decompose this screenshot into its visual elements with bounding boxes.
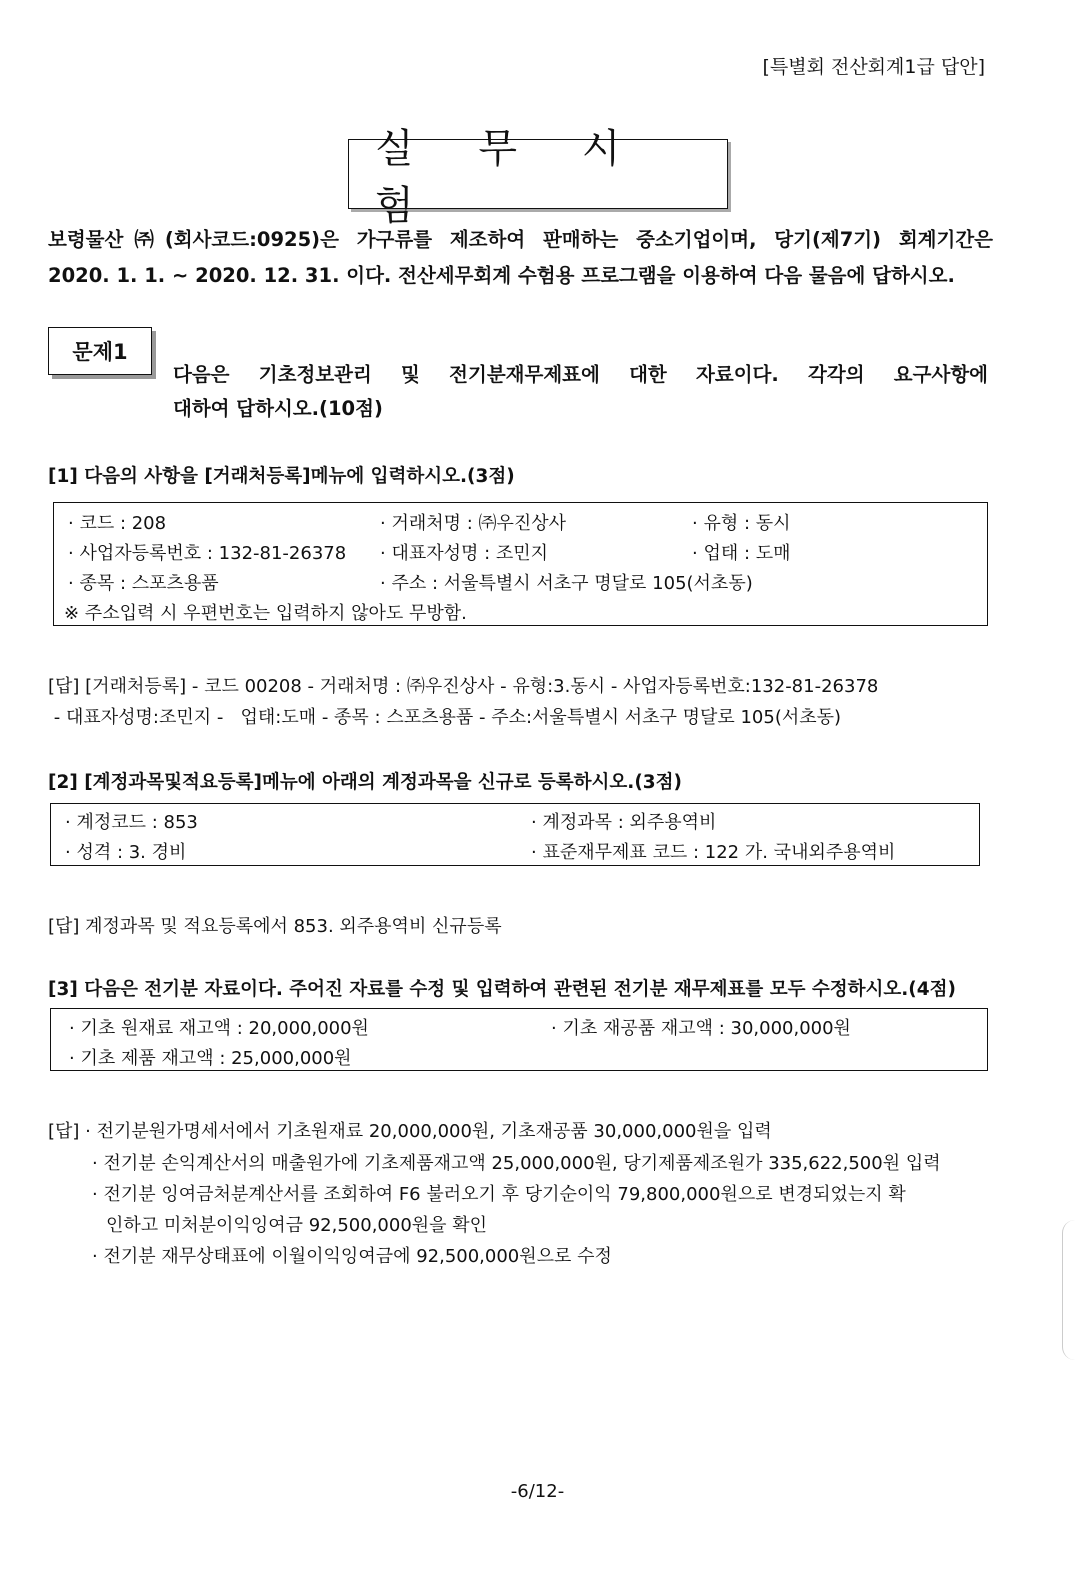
section2-data-box — [50, 803, 980, 866]
s1-cell: · 종목 : 스포츠용품 — [68, 573, 219, 594]
page-curl-shadow — [1062, 1220, 1075, 1360]
question-desc-line-1: 다음은 기초정보관리 및 전기분재무제표에 대한 자료이다. 각각의 요구사항에 — [173, 363, 988, 386]
s1-cell: · 대표자성명 : 조민지 — [380, 543, 549, 564]
intro-line-1: 보령물산㈜(회사코드:0925)은 가구류를 제조하여 판매하는 중소기업이며, 당기(제7기) 회계기간은 — [48, 228, 993, 251]
section3-answer-line: · 전기분 재무상태표에 이월이익잉여금에 92,500,000원으로 수정 — [92, 1246, 612, 1267]
section2-answer: [답] 계정과목 및 적요등록에서 853. 외주용역비 신규등록 — [48, 916, 502, 937]
s2-cell: · 계정코드 : 853 — [65, 812, 198, 833]
section3-title: [3] 다음은 전기분 자료이다. 주어진 자료를 수정 및 입력하여 관련된 전기분 재무제표를 모두 수정하시오.(4점) — [48, 979, 956, 1000]
s2-cell: · 표준재무제표 코드 : 122 가. 국내외주용역비 — [531, 842, 896, 863]
s1-cell: · 업태 : 도매 — [692, 543, 791, 564]
section3-answer-line: · 전기분 잉여금처분계산서를 조회하여 F6 불러오기 후 당기순이익 79,800,000원으로 변경되었는지 확 — [92, 1184, 906, 1205]
s2-cell: · 성격 : 3. 경비 — [65, 842, 187, 863]
s1-cell: · 주소 : 서울특별시 서초구 명달로 105(서초동) — [380, 573, 753, 594]
question-label-box: 문제1 — [48, 327, 152, 375]
s1-cell: · 거래처명 : ㈜우진상사 — [380, 513, 567, 534]
s2-cell: · 계정과목 : 외주용역비 — [531, 812, 717, 833]
section1-answer-line-2: - 대표자성명:조민지 - 업태:도매 - 종목 : 스포츠용품 - 주소:서울특별시 서초구 명달로 105(서초동) — [48, 707, 842, 728]
section3-answer-line: [답] · 전기분원가명세서에서 기초원재료 20,000,000원, 기초재공품 30,000,000원을 입력 — [48, 1121, 772, 1142]
s3-cell: · 기초 원재료 재고액 : 20,000,000원 — [69, 1018, 369, 1039]
s1-cell: · 사업자등록번호 : 132-81-26378 — [68, 543, 347, 564]
question-description — [173, 358, 988, 426]
page-number: -6/12- — [510, 1481, 565, 1502]
section2-title: [2] [계정과목및적요등록]메뉴에 아래의 계정과목을 신규로 등록하시오.(3점) — [48, 772, 682, 793]
s1-cell: · 유형 : 동시 — [692, 513, 791, 534]
s1-note: ※ 주소입력 시 우편번호는 입력하지 않아도 무방함. — [64, 603, 467, 624]
section3-data-box — [50, 1008, 988, 1071]
section3-answer-line: · 전기분 손익계산서의 매출원가에 기초제품재고액 25,000,000원, 당기제품제조원가 335,622,500원 입력 — [92, 1153, 941, 1174]
page-title: 실 무 시 험 — [348, 139, 728, 209]
section1-answer-line-1: [답] [거래처등록] - 코드 00208 - 거래처명 : ㈜우진상사 - 유형:3.동시 - 사업자등록번호:132-81-26378 — [48, 676, 879, 697]
s3-cell: · 기초 재공품 재고액 : 30,000,000원 — [551, 1018, 851, 1039]
s1-cell: · 코드 : 208 — [68, 513, 167, 534]
section1-title: [1] 다음의 사항을 [거래처등록]메뉴에 입력하시오.(3점) — [48, 466, 515, 487]
intro-paragraph — [48, 222, 993, 294]
question-desc-line-2: 대하여 답하시오.(10점) — [173, 397, 383, 420]
section1-data-box — [53, 502, 988, 626]
intro-line-2: 2020. 1. 1. ~ 2020. 12. 31. 이다. 전산세무회계 수험용 프로그램을 이용하여 다음 물음에 답하시오. — [48, 264, 955, 287]
header-tag: [특별회 전산회계1급 답안] — [762, 56, 985, 78]
section3-answer-line: 인하고 미처분이익잉여금 92,500,000원을 확인 — [106, 1215, 488, 1236]
s3-cell: · 기초 제품 재고액 : 25,000,000원 — [69, 1048, 352, 1069]
